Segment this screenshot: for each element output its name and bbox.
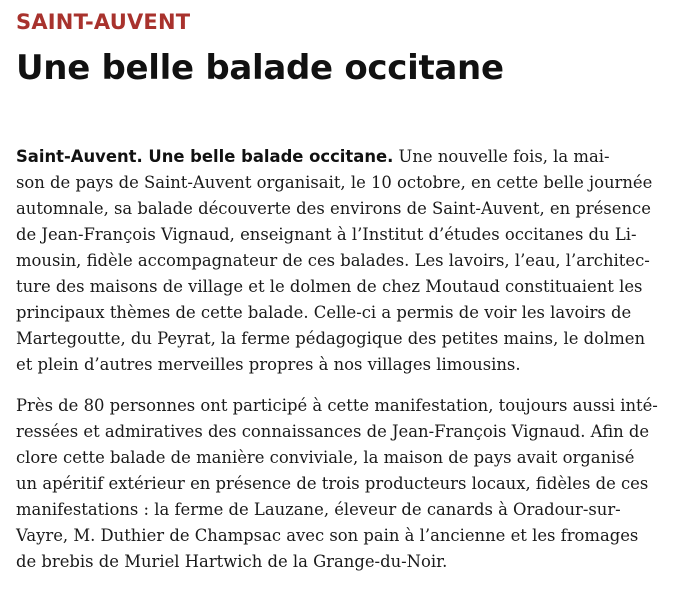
paragraph-2-line: de brebis de Muriel Hartwich de la Grange-du-Noir. — [16, 552, 448, 571]
article-body — [16, 144, 676, 575]
paragraph-2-line: un apéritif extérieur en présence de trois producteurs locaux, fidèles de ces — [16, 474, 649, 493]
paragraph-1-line: Martegoutte, du Peyrat, la ferme pédagogique des petites mains, le dolmen — [16, 329, 646, 348]
paragraph-2 — [16, 393, 676, 575]
paragraph-2-line: ressées et admiratives des connaissances de Jean-François Vignaud. Afin de — [16, 422, 650, 441]
lead-in: Saint-Auvent. Une belle balade occitane. — [16, 147, 394, 166]
paragraph-2-line: Vayre, M. Duthier de Champsac avec son pain à l’ancienne et les fromages — [16, 526, 639, 545]
paragraph-1-line: principaux thèmes de cette balade. Celle-ci a permis de voir les lavoirs de — [16, 303, 632, 322]
paragraph-1-line: ture des maisons de village et le dolmen de chez Moutaud constituaient les — [16, 277, 643, 296]
paragraph-1-line: Saint-Auvent. Une belle balade occitane. Une nouvelle fois, la mai- — [16, 147, 610, 166]
paragraph-1-line: et plein d’autres merveilles propres à nos villages limousins. — [16, 355, 521, 374]
section-kicker: SAINT-AUVENT — [16, 10, 191, 34]
paragraph-1 — [16, 144, 676, 378]
paragraph-2-line: clore cette balade de manière conviviale, la maison de pays avait organisé — [16, 448, 635, 467]
paragraph-1-line: son de pays de Saint-Auvent organisait, le 10 octobre, en cette belle journée — [16, 173, 653, 192]
article — [16, 0, 676, 575]
paragraph-2-line: manifestations : la ferme de Lauzane, éleveur de canards à Oradour-sur- — [16, 500, 621, 519]
paragraph-1-line: de Jean-François Vignaud, enseignant à l’Institut d’études occitanes du Li- — [16, 225, 637, 244]
paragraph-1-line: mousin, fidèle accompagnateur de ces balades. Les lavoirs, l’eau, l’architec- — [16, 251, 650, 270]
article-headline: Une belle balade occitane — [16, 48, 504, 88]
paragraph-2-line: Près de 80 personnes ont participé à cette manifestation, toujours aussi inté- — [16, 396, 658, 415]
paragraph-1-line: automnale, sa balade découverte des environs de Saint-Auvent, en présence — [16, 199, 651, 218]
